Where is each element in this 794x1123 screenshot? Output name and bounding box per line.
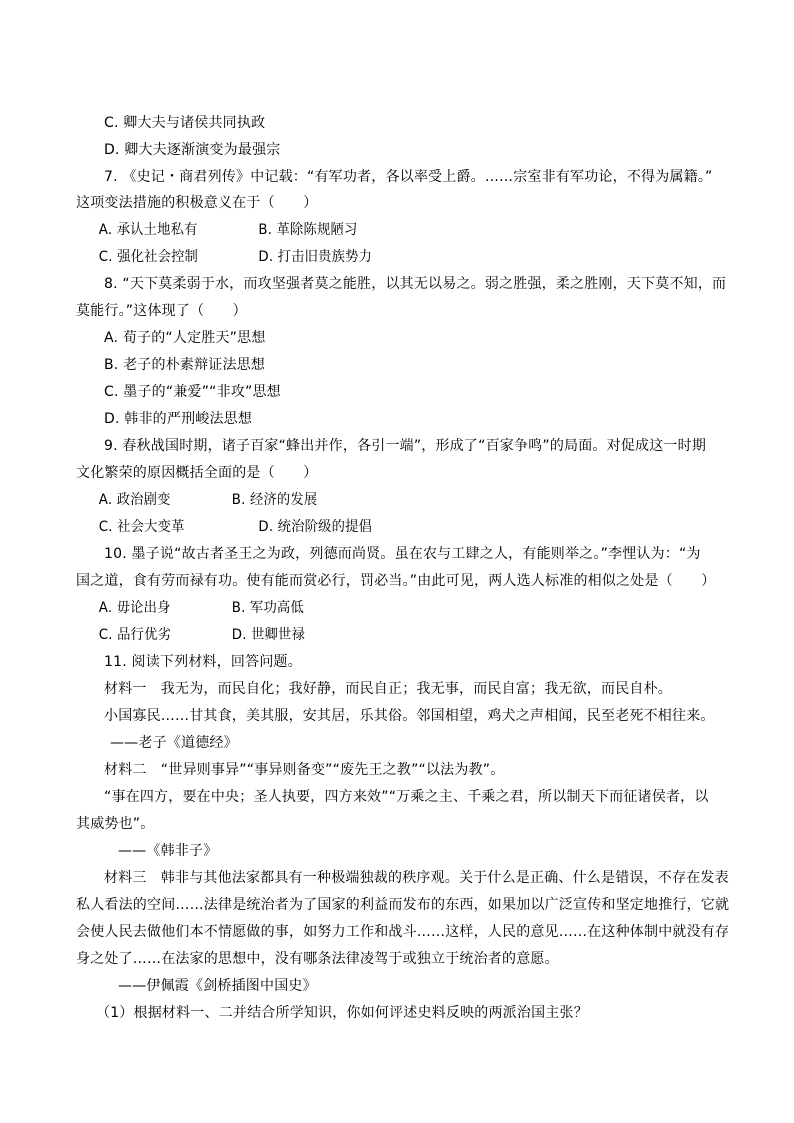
q10-option-c: C. 品行优劣 xyxy=(98,627,172,643)
material3-line1: 材料三 韩非与其他法家都具有一种极端独裁的秩序观。关于什么是正确、什么是错误，不存在发表 xyxy=(104,870,729,886)
q10-option-a: A. 毋论出身 xyxy=(98,600,171,616)
q9-option-d: D. 统治阶级的提倡 xyxy=(258,519,373,535)
q11-stem: 11. 阅读下列材料，回答问题。 xyxy=(104,654,302,670)
q7-option-a: A. 承认土地私有 xyxy=(98,222,198,238)
material3-line4: 身之处了……在法家的思想中，没有哪条法律凌驾于或独立于统治者的意愿。 xyxy=(76,951,559,967)
q8-option-c: C. 墨子的“兼爱”“非攻”思想 xyxy=(104,384,281,400)
q7-stem-line1: 7. 《史记・商君列传》中记载：“有军功者，各以率受上爵。……宗室非有军功论，不得为属籍。” xyxy=(104,169,713,185)
q9-option-b: B. 经济的发展 xyxy=(231,492,318,508)
q8-option-d: D. 韩非的严刑峻法思想 xyxy=(104,411,253,427)
q7-option-c: C. 强化社会控制 xyxy=(98,249,199,265)
material1-line2: 小国寡民……甘其食，美其服，安其居，乐其俗。邻国相望，鸡犬之声相闻，民至老死不相往来。 xyxy=(104,708,715,724)
q8-option-b: B. 老子的朴素辩证法思想 xyxy=(104,357,266,373)
q8-stem-line1: 8. “天下莫柔弱于水，而攻坚强者莫之能胜，以其无以易之。弱之胜强，柔之胜刚，天下莫不知，而 xyxy=(104,276,727,292)
q8-option-a: A. 荀子的“人定胜天”思想 xyxy=(104,330,266,346)
material3-line2: 私人看法的空间……法律是统治者为了国家的利益而发布的东西，如果加以广泛宣传和坚定地推行，它就 xyxy=(76,897,730,913)
material1-line1: 材料一 我无为，而民自化；我好静，而民自正；我无事，而民自富；我无欲，而民自朴。 xyxy=(104,681,672,697)
q7-option-b: B. 革除陈规陋习 xyxy=(258,222,358,238)
q6-option-d: D. 卿大夫逐渐演变为最强宗 xyxy=(104,142,281,158)
q7-stem-line2: 这项变法措施的积极意义在于（ ） xyxy=(76,195,318,211)
material1-source: ——老子《道德经》 xyxy=(110,735,238,751)
q10-stem-line2: 国之道，食有劳而禄有功。使有能而赏必行，罚必当。”由此可见，两人选人标准的相似之处是（ ） xyxy=(76,573,716,589)
material2-source: ——《韩非子》 xyxy=(118,843,218,859)
material2-line3: 其威势也”。 xyxy=(76,816,155,832)
q10-option-d: D. 世卿世禄 xyxy=(231,627,306,643)
material2-line1: 材料二 “世异则事异”“事异则备变”“废先王之教”“以法为教”。 xyxy=(104,762,505,778)
q9-stem-line2: 文化繁荣的原因概括全面的是（ ） xyxy=(76,465,318,481)
material3-line3: 会使人民去做他们本不情愿做的事，如努力工作和战斗……这样，人民的意见……在这种体制中就没有存 xyxy=(76,924,730,940)
q7-option-d: D. 打击旧贵族势力 xyxy=(258,249,373,265)
q6-option-c: C. 卿大夫与诸侯共同执政 xyxy=(104,115,266,131)
q11-subquestion-1: （1）根据材料一、二并结合所学知识，你如何评述史料反映的两派治国主张？ xyxy=(96,1005,588,1021)
q10-option-b: B. 军功高低 xyxy=(231,600,304,616)
material3-source: ——伊佩霞《剑桥插图中国史》 xyxy=(118,978,317,994)
q9-option-c: C. 社会大变革 xyxy=(98,519,185,535)
q10-stem-line1: 10. 墨子说“故古者圣王之为政，列德而尚贤。虽在农与工肆之人，有能则举之。”李悝认为：“为 xyxy=(104,546,701,562)
q9-stem-line1: 9. 春秋战国时期，诸子百家“蜂出并作，各引一端”，形成了“百家争鸣”的局面。对促成这一时期 xyxy=(104,438,707,454)
material2-line2: “事在四方，要在中央；圣人执要，四方来效”“万乘之主、千乘之君，所以制天下而征诸侯者，以 xyxy=(104,789,709,805)
q8-stem-line2: 莫能行。”这体现了（ ） xyxy=(76,303,247,319)
q9-option-a: A. 政治剧变 xyxy=(98,492,171,508)
